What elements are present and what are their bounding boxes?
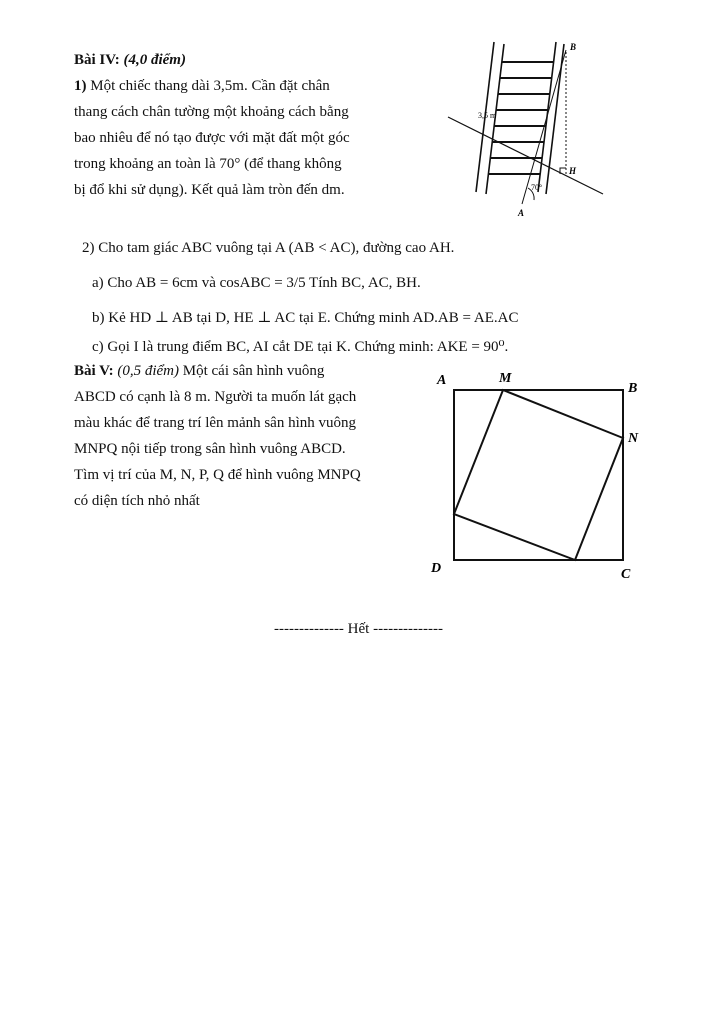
label-c: C xyxy=(621,567,631,582)
q1-number: 1) xyxy=(74,78,87,94)
ladder-point-h: H xyxy=(569,166,577,176)
q1-line-4: trong khoảng an toàn là 70° (để thang không xyxy=(74,156,342,172)
q1-line-5: bị đổ khi sử dụng). Kết quả làm tròn đến dm. xyxy=(74,182,345,198)
label-a: A xyxy=(437,373,447,388)
ladder-point-a: A xyxy=(518,208,525,218)
square-abcd xyxy=(454,390,623,560)
label-b: B xyxy=(628,381,638,396)
part5-line-5: Tìm vị trí của M, N, P, Q để hình vuông MNPQ xyxy=(74,467,361,483)
part4-heading-line xyxy=(74,52,186,69)
label-m: M xyxy=(499,371,512,386)
part5-heading: Bài V: xyxy=(74,363,114,379)
part5-line-2: ABCD có cạnh là 8 m. Người ta muốn lát gạch xyxy=(74,389,357,405)
square-figure xyxy=(425,362,650,587)
part5-points: (0,5 điểm) xyxy=(117,363,180,379)
q1-line-1 xyxy=(74,78,330,95)
ladder-angle-label: 70° xyxy=(531,183,543,192)
part5-text-1: Một cái sân hình vuông xyxy=(182,363,325,379)
ladder-rungs xyxy=(488,62,554,174)
ground-line xyxy=(448,117,603,194)
part5-line-3: màu khác để trang trí lên mảnh sân hình vuông xyxy=(74,415,357,431)
q1-text-1: Một chiếc thang dài 3,5m. Cần đặt chân xyxy=(90,78,330,94)
part4-points: (4,0 điểm) xyxy=(123,52,186,68)
part4-heading: Bài IV: xyxy=(74,52,120,68)
label-d: D xyxy=(431,561,442,576)
part5-line-6: có diện tích nhỏ nhất xyxy=(74,493,200,509)
q1-line-2: thang cách chân tường một khoảng cách bằng xyxy=(74,104,349,120)
q2-a: a) Cho AB = 6cm và cosABC = 3/5 Tính BC, AC, BH. xyxy=(92,275,421,291)
square-mnpq xyxy=(454,390,623,560)
label-n: N xyxy=(628,431,639,446)
part5-line-4: MNPQ nội tiếp trong sân hình vuông ABCD. xyxy=(74,441,346,457)
ladder-point-b: B xyxy=(570,42,577,52)
ladder-length-label: 3,5 m xyxy=(478,111,497,120)
ladder-figure xyxy=(438,32,608,222)
q1-line-3: bao nhiêu để nó tạo được với mặt đất một góc xyxy=(74,130,350,146)
q2-intro: 2) Cho tam giác ABC vuông tại A (AB < AC), đường cao AH. xyxy=(82,240,455,256)
q2-c: c) Gọi I là trung điểm BC, AI cắt DE tại K. Chứng minh: AKE = 90⁰. xyxy=(92,339,509,355)
part5-line-1 xyxy=(74,363,324,380)
footer-end: -------------- Hết -------------- xyxy=(274,621,444,637)
q2-b: b) Kẻ HD ⊥ AB tại D, HE ⊥ AC tại E. Chứng minh AD.AB = AE.AC xyxy=(92,310,519,326)
